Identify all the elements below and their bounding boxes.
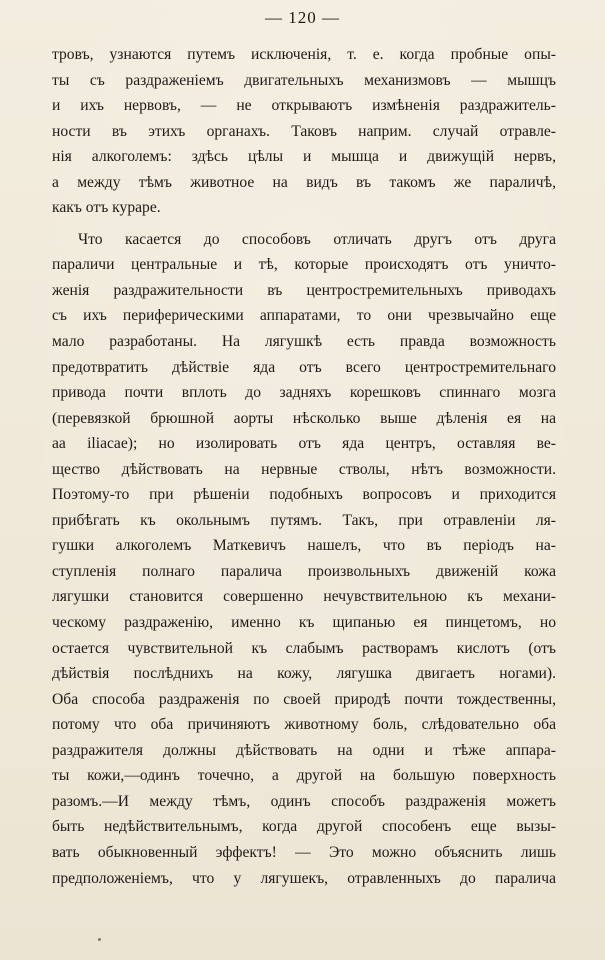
text-line: ческому раздраженію, именно къ щипанью ея пинцетомъ, но: [52, 614, 556, 632]
text-line: быть недѣйствительнымъ, когда другой способенъ еще вызы-: [52, 818, 556, 836]
paragraph-2: [52, 227, 556, 891]
text-line: предотвратить дѣйствіе яда отъ всего центростремительнаго: [52, 358, 556, 376]
page-number: — 120 —: [265, 8, 340, 27]
text-line: гушки алкоголемъ Маткевичъ нашелъ, что въ періодъ на-: [52, 537, 556, 555]
text-line: и ихъ нервовъ, — не открываютъ измѣненія раздражитель-: [52, 97, 556, 115]
text-line: прибѣгать къ окольнымъ путямъ. Такъ, при отравленіи ля-: [52, 511, 556, 529]
text-line: (перевязкой брюшной аорты нѣсколько выше дѣленія ея на: [52, 409, 556, 427]
text-line: ступленія полнаго паралича произвольныхъ движеній кожа: [52, 562, 556, 580]
text-line: мало разработаны. На лягушкѣ есть правда возможность: [52, 333, 556, 351]
text-line: лягушки становится совершенно нечувствительною къ механи-: [52, 588, 556, 606]
paragraph-1: [52, 42, 556, 221]
text-line: ты кожи,—одинъ точечно, а другой на большую поверхность: [52, 767, 556, 785]
text-line: дѣйствія послѣднихъ на кожу, лягушка двигаетъ ногами).: [52, 665, 556, 683]
text-line: женія раздражительности въ центростремительныхъ приводахъ: [52, 281, 556, 299]
text-line: какъ отъ кураре.: [52, 199, 161, 217]
body-text: [52, 42, 556, 891]
text-line: привода почти вплоть до задняхъ корешковъ спиннаго мозга: [52, 384, 556, 402]
text-line: а между тѣмъ животное на видъ въ такомъ же параличѣ,: [52, 173, 556, 191]
text-line: ности въ этихъ органахъ. Таковъ наприм. случай отравле-: [52, 122, 556, 140]
text-line: параличи центральные и тѣ, которые происходятъ отъ уничто-: [52, 256, 556, 274]
text-line: щество дѣйствовать на нервные стволы, нѣтъ возможности.: [52, 460, 556, 478]
text-line: Оба способа раздраженія по своей природѣ почти тождественны,: [52, 690, 556, 708]
text-line: потому что оба причиняютъ животному боль, слѣдовательно оба: [52, 716, 556, 734]
paper-speck: [98, 938, 101, 941]
text-line: тровъ, узнаются путемъ исключенія, т. е. когда пробные опы-: [52, 46, 556, 63]
text-line: вать обыкновенный эффектъ! — Это можно объяснить лишь: [52, 843, 556, 861]
text-line: ты съ раздраженіемъ двигательныхъ механизмовъ — мышцъ: [52, 71, 556, 89]
text-line: остается чувствительной къ слабымъ растворамъ кислотъ (отъ: [52, 639, 556, 657]
text-line: разомъ.—И между тѣмъ, одинъ способъ раздраженія можетъ: [52, 792, 556, 810]
text-line: нія алкоголемъ: здѣсь цѣлы и мышца и движущій нервъ,: [52, 148, 556, 166]
text-line: съ ихъ периферическими аппаратами, то они чрезвычайно еще: [52, 307, 556, 325]
text-line: Что касается до способовъ отличать другъ отъ друга: [78, 230, 556, 248]
text-line: предположеніемъ, что у лягушекъ, отравленныхъ до паралича: [52, 869, 556, 887]
text-line: aa iliacae); но изолировать отъ яда центръ, оставляя ве-: [52, 435, 556, 453]
text-line: раздражителя должны дѣйствовать на одни и тѣже аппара-: [52, 741, 556, 759]
text-line: Поэтому-то при рѣшеніи подобныхъ вопросовъ и приходится: [52, 486, 556, 504]
